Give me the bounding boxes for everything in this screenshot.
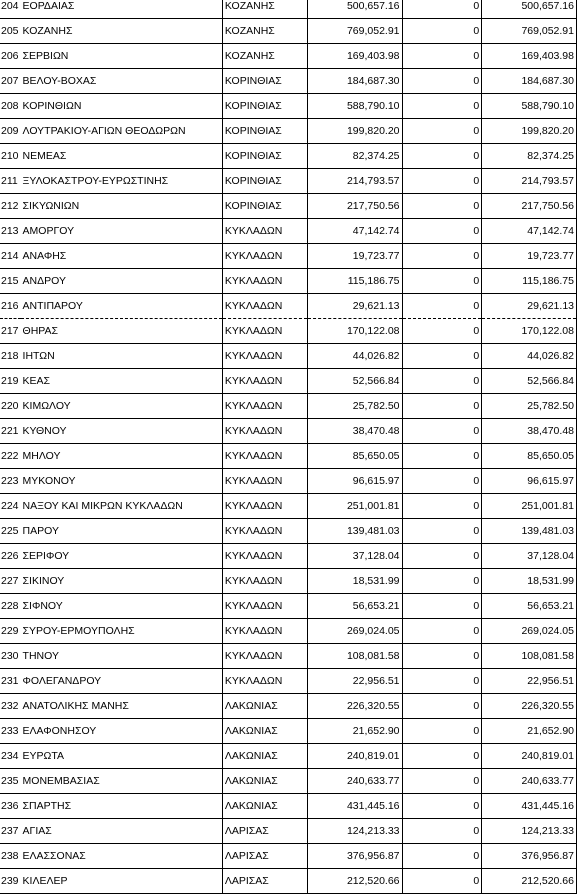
amount-value: 85,650.05	[307, 444, 402, 469]
municipality-name: ΣΙΦΝΟΥ	[21, 594, 223, 619]
zero-value: 0	[402, 169, 482, 194]
prefecture-name: ΚΥΚΛΑΔΩΝ	[222, 344, 307, 369]
table-row	[0, 294, 577, 319]
amount-value: 217,750.56	[307, 194, 402, 219]
zero-value: 0	[402, 644, 482, 669]
total-value: 240,819.01	[482, 744, 577, 769]
amount-value: 124,213.33	[307, 819, 402, 844]
municipality-name: ΚΟΡΙΝΘΙΩΝ	[21, 94, 223, 119]
zero-value: 0	[402, 569, 482, 594]
row-number: 222	[0, 444, 21, 469]
total-value: 139,481.03	[482, 519, 577, 544]
row-number: 224	[0, 494, 21, 519]
prefecture-name: ΛΑΚΩΝΙΑΣ	[222, 794, 307, 819]
amount-value: 240,633.77	[307, 769, 402, 794]
zero-value: 0	[402, 469, 482, 494]
row-number: 204	[0, 0, 21, 19]
total-value: 124,213.33	[482, 819, 577, 844]
zero-value: 0	[402, 19, 482, 44]
municipality-name: ΝΑΞΟΥ ΚΑΙ ΜΙΚΡΩΝ ΚΥΚΛΑΔΩΝ	[21, 494, 223, 519]
zero-value: 0	[402, 794, 482, 819]
zero-value: 0	[402, 344, 482, 369]
prefecture-name: ΚΟΡΙΝΘΙΑΣ	[222, 94, 307, 119]
total-value: 431,445.16	[482, 794, 577, 819]
total-value: 19,723.77	[482, 244, 577, 269]
row-number: 219	[0, 369, 21, 394]
zero-value: 0	[402, 694, 482, 719]
total-value: 769,052.91	[482, 19, 577, 44]
total-value: 18,531.99	[482, 569, 577, 594]
table-row	[0, 594, 577, 619]
total-value: 25,782.50	[482, 394, 577, 419]
zero-value: 0	[402, 544, 482, 569]
municipality-name: ΙΗΤΩΝ	[21, 344, 223, 369]
total-value: 56,653.21	[482, 594, 577, 619]
table-row	[0, 419, 577, 444]
row-number: 227	[0, 569, 21, 594]
total-value: 184,687.30	[482, 69, 577, 94]
row-number: 215	[0, 269, 21, 294]
total-value: 226,320.55	[482, 694, 577, 719]
table-row	[0, 719, 577, 744]
prefecture-name: ΛΑΚΩΝΙΑΣ	[222, 694, 307, 719]
amount-value: 769,052.91	[307, 19, 402, 44]
row-number: 228	[0, 594, 21, 619]
row-number: 236	[0, 794, 21, 819]
total-value: 47,142.74	[482, 219, 577, 244]
zero-value: 0	[402, 394, 482, 419]
municipality-name: ΑΝΑΦΗΣ	[21, 244, 223, 269]
row-number: 231	[0, 669, 21, 694]
table-row	[0, 344, 577, 369]
zero-value: 0	[402, 369, 482, 394]
total-value: 217,750.56	[482, 194, 577, 219]
amount-value: 214,793.57	[307, 169, 402, 194]
total-value: 22,956.51	[482, 669, 577, 694]
prefecture-name: ΚΟΖΑΝΗΣ	[222, 19, 307, 44]
zero-value: 0	[402, 144, 482, 169]
municipality-name: ΕΛΑΣΣΟΝΑΣ	[21, 844, 223, 869]
row-number: 216	[0, 294, 21, 319]
municipality-name: ΜΟΝΕΜΒΑΣΙΑΣ	[21, 769, 223, 794]
zero-value: 0	[402, 594, 482, 619]
total-value: 44,026.82	[482, 344, 577, 369]
prefecture-name: ΚΥΚΛΑΔΩΝ	[222, 594, 307, 619]
municipality-name: ΠΑΡΟΥ	[21, 519, 223, 544]
total-value: 37,128.04	[482, 544, 577, 569]
row-number: 230	[0, 644, 21, 669]
row-number: 239	[0, 869, 21, 894]
amount-value: 115,186.75	[307, 269, 402, 294]
prefecture-name: ΚΥΚΛΑΔΩΝ	[222, 444, 307, 469]
row-number: 217	[0, 319, 21, 344]
amount-value: 25,782.50	[307, 394, 402, 419]
table-row	[0, 669, 577, 694]
amount-value: 29,621.13	[307, 294, 402, 319]
row-number: 238	[0, 844, 21, 869]
municipality-name: ΣΕΡΙΦΟΥ	[21, 544, 223, 569]
municipality-name: ΕΟΡΔΑΙΑΣ	[21, 0, 223, 19]
prefecture-name: ΛΑΚΩΝΙΑΣ	[222, 719, 307, 744]
table-row	[0, 119, 577, 144]
municipality-name: ΑΝΔΡΟΥ	[21, 269, 223, 294]
table-row	[0, 544, 577, 569]
row-number: 237	[0, 819, 21, 844]
table-row	[0, 569, 577, 594]
zero-value: 0	[402, 844, 482, 869]
prefecture-name: ΚΟΡΙΝΘΙΑΣ	[222, 69, 307, 94]
total-value: 251,001.81	[482, 494, 577, 519]
amount-value: 82,374.25	[307, 144, 402, 169]
zero-value: 0	[402, 269, 482, 294]
municipality-name: ΤΗΝΟΥ	[21, 644, 223, 669]
table-row	[0, 144, 577, 169]
zero-value: 0	[402, 219, 482, 244]
amount-value: 22,956.51	[307, 669, 402, 694]
zero-value: 0	[402, 669, 482, 694]
amount-value: 199,820.20	[307, 119, 402, 144]
table-row	[0, 519, 577, 544]
table-row	[0, 19, 577, 44]
prefecture-name: ΛΑΡΙΣΑΣ	[222, 819, 307, 844]
amount-value: 431,445.16	[307, 794, 402, 819]
prefecture-name: ΛΑΡΙΣΑΣ	[222, 869, 307, 894]
table-row	[0, 194, 577, 219]
table-row	[0, 219, 577, 244]
row-number: 206	[0, 44, 21, 69]
amount-value: 269,024.05	[307, 619, 402, 644]
prefecture-name: ΚΟΡΙΝΘΙΑΣ	[222, 144, 307, 169]
row-number: 229	[0, 619, 21, 644]
prefecture-name: ΚΥΚΛΑΔΩΝ	[222, 569, 307, 594]
total-value: 214,793.57	[482, 169, 577, 194]
table-row	[0, 444, 577, 469]
amount-value: 96,615.97	[307, 469, 402, 494]
municipality-name: ΕΥΡΩΤΑ	[21, 744, 223, 769]
table-row	[0, 369, 577, 394]
municipality-name: ΘΗΡΑΣ	[21, 319, 223, 344]
amount-value: 21,652.90	[307, 719, 402, 744]
municipality-name: ΣΠΑΡΤΗΣ	[21, 794, 223, 819]
municipality-name: ΕΛΑΦΟΝΗΣΟΥ	[21, 719, 223, 744]
amount-value: 500,657.16	[307, 0, 402, 19]
amount-value: 19,723.77	[307, 244, 402, 269]
municipality-name: ΑΜΟΡΓΟΥ	[21, 219, 223, 244]
table-row	[0, 469, 577, 494]
total-value: 588,790.10	[482, 94, 577, 119]
total-value: 85,650.05	[482, 444, 577, 469]
amount-value: 184,687.30	[307, 69, 402, 94]
table-row	[0, 244, 577, 269]
prefecture-name: ΚΥΚΛΑΔΩΝ	[222, 294, 307, 319]
table-row	[0, 319, 577, 344]
prefecture-name: ΛΑΚΩΝΙΑΣ	[222, 769, 307, 794]
row-number: 226	[0, 544, 21, 569]
amount-value: 226,320.55	[307, 694, 402, 719]
table-row	[0, 869, 577, 894]
municipality-name: ΜΥΚΟΝΟΥ	[21, 469, 223, 494]
amount-value: 47,142.74	[307, 219, 402, 244]
municipality-name: ΚΥΘΝΟΥ	[21, 419, 223, 444]
amount-value: 588,790.10	[307, 94, 402, 119]
prefecture-name: ΚΥΚΛΑΔΩΝ	[222, 669, 307, 694]
row-number: 234	[0, 744, 21, 769]
row-number: 221	[0, 419, 21, 444]
zero-value: 0	[402, 94, 482, 119]
prefecture-name: ΚΥΚΛΑΔΩΝ	[222, 369, 307, 394]
municipality-name: ΦΟΛΕΓΑΝΔΡΟΥ	[21, 669, 223, 694]
prefecture-name: ΚΥΚΛΑΔΩΝ	[222, 394, 307, 419]
amount-value: 169,403.98	[307, 44, 402, 69]
table-row	[0, 94, 577, 119]
total-value: 96,615.97	[482, 469, 577, 494]
zero-value: 0	[402, 819, 482, 844]
municipality-name: ΜΗΛΟΥ	[21, 444, 223, 469]
zero-value: 0	[402, 619, 482, 644]
municipality-name: ΚΕΑΣ	[21, 369, 223, 394]
municipality-name: ΑΓΙΑΣ	[21, 819, 223, 844]
table-row	[0, 269, 577, 294]
prefecture-name: ΚΟΡΙΝΘΙΑΣ	[222, 194, 307, 219]
row-number: 214	[0, 244, 21, 269]
table-row	[0, 169, 577, 194]
prefecture-name: ΚΟΡΙΝΘΙΑΣ	[222, 169, 307, 194]
total-value: 21,652.90	[482, 719, 577, 744]
prefecture-name: ΚΥΚΛΑΔΩΝ	[222, 619, 307, 644]
amount-value: 37,128.04	[307, 544, 402, 569]
table-row	[0, 644, 577, 669]
municipality-name: ΑΝΑΤΟΛΙΚΗΣ ΜΑΝΗΣ	[21, 694, 223, 719]
zero-value: 0	[402, 44, 482, 69]
zero-value: 0	[402, 194, 482, 219]
zero-value: 0	[402, 769, 482, 794]
total-value: 115,186.75	[482, 269, 577, 294]
zero-value: 0	[402, 69, 482, 94]
total-value: 108,081.58	[482, 644, 577, 669]
prefecture-name: ΚΥΚΛΑΔΩΝ	[222, 269, 307, 294]
amount-value: 376,956.87	[307, 844, 402, 869]
amount-value: 38,470.48	[307, 419, 402, 444]
row-number: 235	[0, 769, 21, 794]
total-value: 29,621.13	[482, 294, 577, 319]
row-number: 218	[0, 344, 21, 369]
amount-value: 240,819.01	[307, 744, 402, 769]
zero-value: 0	[402, 494, 482, 519]
prefecture-name: ΚΥΚΛΑΔΩΝ	[222, 219, 307, 244]
zero-value: 0	[402, 444, 482, 469]
total-value: 500,657.16	[482, 0, 577, 19]
table-row	[0, 819, 577, 844]
prefecture-name: ΚΥΚΛΑΔΩΝ	[222, 519, 307, 544]
amount-value: 44,026.82	[307, 344, 402, 369]
row-number: 225	[0, 519, 21, 544]
amount-value: 52,566.84	[307, 369, 402, 394]
row-number: 212	[0, 194, 21, 219]
table-row	[0, 394, 577, 419]
row-number: 208	[0, 94, 21, 119]
municipality-name: ΝΕΜΕΑΣ	[21, 144, 223, 169]
total-value: 212,520.66	[482, 869, 577, 894]
amount-value: 139,481.03	[307, 519, 402, 544]
zero-value: 0	[402, 744, 482, 769]
zero-value: 0	[402, 0, 482, 19]
row-number: 205	[0, 19, 21, 44]
table-row	[0, 494, 577, 519]
amount-value: 170,122.08	[307, 319, 402, 344]
municipality-name: ΣΕΡΒΙΩΝ	[21, 44, 223, 69]
municipality-name: ΑΝΤΙΠΑΡΟΥ	[21, 294, 223, 319]
table-row	[0, 744, 577, 769]
municipality-name: ΛΟΥΤΡΑΚΙΟΥ-ΑΓΙΩΝ ΘΕΟΔΩΡΩΝ	[21, 119, 223, 144]
amount-value: 56,653.21	[307, 594, 402, 619]
amount-value: 18,531.99	[307, 569, 402, 594]
municipality-name: ΞΥΛΟΚΑΣΤΡΟΥ-ΕΥΡΩΣΤΙΝΗΣ	[21, 169, 223, 194]
table-row	[0, 44, 577, 69]
total-value: 199,820.20	[482, 119, 577, 144]
table-row	[0, 69, 577, 94]
table-row	[0, 0, 577, 19]
zero-value: 0	[402, 519, 482, 544]
row-number: 210	[0, 144, 21, 169]
municipality-name: ΚΙΜΩΛΟΥ	[21, 394, 223, 419]
amount-value: 212,520.66	[307, 869, 402, 894]
zero-value: 0	[402, 719, 482, 744]
zero-value: 0	[402, 294, 482, 319]
municipality-name: ΣΥΡΟΥ-ΕΡΜΟΥΠΟΛΗΣ	[21, 619, 223, 644]
table-row	[0, 694, 577, 719]
row-number: 213	[0, 219, 21, 244]
prefecture-name: ΚΥΚΛΑΔΩΝ	[222, 419, 307, 444]
prefecture-name: ΚΥΚΛΑΔΩΝ	[222, 244, 307, 269]
municipality-name: ΣΙΚΥΩΝΙΩΝ	[21, 194, 223, 219]
total-value: 376,956.87	[482, 844, 577, 869]
row-number: 223	[0, 469, 21, 494]
row-number: 233	[0, 719, 21, 744]
prefecture-name: ΛΑΡΙΣΑΣ	[222, 844, 307, 869]
prefecture-name: ΚΟΡΙΝΘΙΑΣ	[222, 119, 307, 144]
row-number: 220	[0, 394, 21, 419]
row-number: 211	[0, 169, 21, 194]
municipality-name: ΚΟΖΑΝΗΣ	[21, 19, 223, 44]
municipality-name: ΚΙΛΕΛΕΡ	[21, 869, 223, 894]
total-value: 52,566.84	[482, 369, 577, 394]
row-number: 209	[0, 119, 21, 144]
municipality-name: ΒΕΛΟΥ-ΒΟΧΑΣ	[21, 69, 223, 94]
prefecture-name: ΚΥΚΛΑΔΩΝ	[222, 469, 307, 494]
row-number: 232	[0, 694, 21, 719]
municipality-name: ΣΙΚΙΝΟΥ	[21, 569, 223, 594]
prefecture-name: ΚΟΖΑΝΗΣ	[222, 44, 307, 69]
prefecture-name: ΚΥΚΛΑΔΩΝ	[222, 319, 307, 344]
prefecture-name: ΚΥΚΛΑΔΩΝ	[222, 494, 307, 519]
prefecture-name: ΛΑΚΩΝΙΑΣ	[222, 744, 307, 769]
total-value: 240,633.77	[482, 769, 577, 794]
row-number: 207	[0, 69, 21, 94]
table-row	[0, 769, 577, 794]
total-value: 269,024.05	[482, 619, 577, 644]
prefecture-name: ΚΥΚΛΑΔΩΝ	[222, 544, 307, 569]
zero-value: 0	[402, 119, 482, 144]
prefecture-name: ΚΟΖΑΝΗΣ	[222, 0, 307, 19]
table-row	[0, 794, 577, 819]
zero-value: 0	[402, 869, 482, 894]
total-value: 82,374.25	[482, 144, 577, 169]
table-row	[0, 844, 577, 869]
zero-value: 0	[402, 319, 482, 344]
total-value: 169,403.98	[482, 44, 577, 69]
amount-value: 251,001.81	[307, 494, 402, 519]
table-row	[0, 619, 577, 644]
total-value: 38,470.48	[482, 419, 577, 444]
amount-value: 108,081.58	[307, 644, 402, 669]
zero-value: 0	[402, 244, 482, 269]
total-value: 170,122.08	[482, 319, 577, 344]
prefecture-name: ΚΥΚΛΑΔΩΝ	[222, 644, 307, 669]
zero-value: 0	[402, 419, 482, 444]
